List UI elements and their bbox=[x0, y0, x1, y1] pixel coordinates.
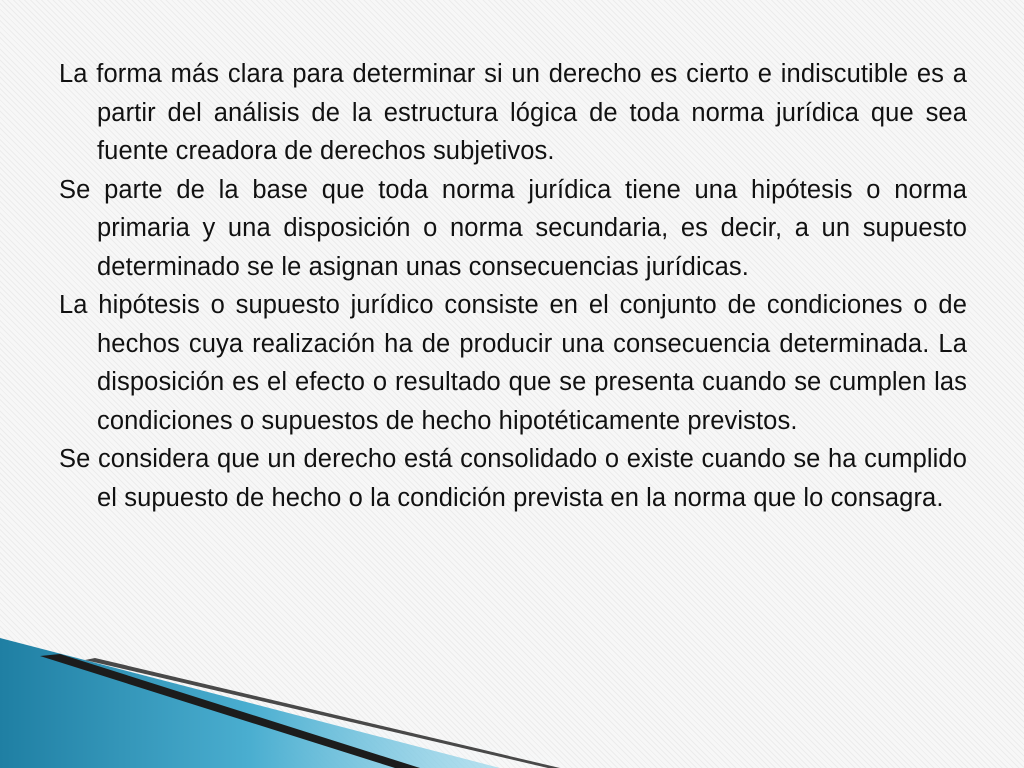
dark-stripe-thin bbox=[85, 658, 560, 768]
paragraph-4: Se considera que un derecho está consolidado o existe cuando se ha cumplido el supuesto de hecho o la condición prevista en la norma que lo consagra. bbox=[59, 445, 967, 512]
light-swoosh bbox=[0, 668, 620, 768]
dark-stripe bbox=[40, 654, 420, 768]
corner-decoration bbox=[0, 638, 620, 768]
teal-wedge bbox=[0, 638, 500, 768]
paragraph-3: La hipótesis o supuesto jurídico consiste en el conjunto de condiciones o de hechos cuya realización ha de producir una consecuencia determinada. La disposición es el efecto o resultado que se presenta cuando se cumplen las condiciones o supuestos de hecho hipotéticamente previstos. bbox=[59, 291, 967, 435]
paragraph-1: La forma más clara para determinar si un derecho es cierto e indiscutible es a partir del análisis de la estructura lógica de toda norma jurídica que sea fuente creadora de derechos subjetivos. bbox=[59, 60, 967, 165]
paragraph-2: Se parte de la base que toda norma jurídica tiene una hipótesis o norma primaria y una disposición o norma secundaria, es decir, a un supuesto determinado se le asignan unas consecuencias jurídicas. bbox=[59, 175, 967, 281]
slide-body bbox=[59, 55, 967, 517]
